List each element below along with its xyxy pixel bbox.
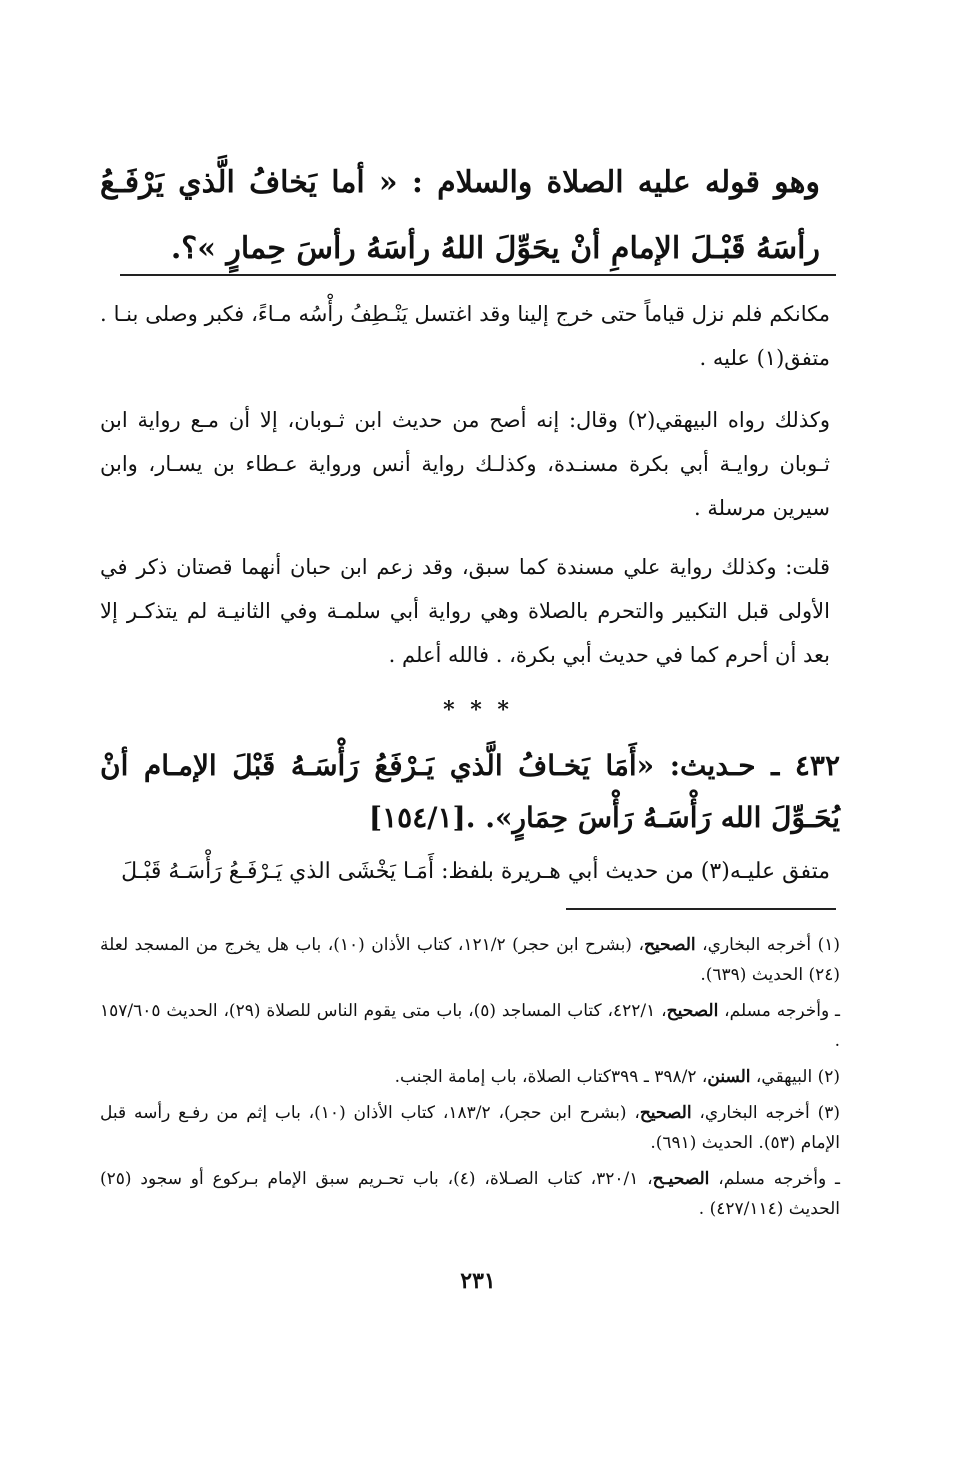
footnote-book: الصحيح	[639, 1103, 692, 1123]
footnote-book: الصحيـح	[652, 1169, 710, 1189]
footnote-text: ـ وأخرجه مسلم،	[718, 1001, 841, 1021]
footnote-text: (٣) أخرجه البخاري،	[691, 1103, 840, 1123]
paragraph-1: مكانكم فلم نزل قياماً حتى خرج إلينا وقد اغتسل يَنْـطِفُ رأْسُه مـاءً، فكبر وصلى بنـا . متفق(١) عليه .	[100, 302, 830, 370]
footnotes	[100, 930, 840, 1230]
footnote-1	[100, 930, 840, 990]
footnote-text: ـ وأخرجه مسلم،	[709, 1169, 840, 1189]
footnote-text: (٢) البيهقي،	[750, 1067, 840, 1087]
footnote-2	[100, 1062, 840, 1092]
footnote-text: ، (بشرح ابن حجر) ١٢١/٢، كتاب الأذان (١٠)، باب هل يخرج من المسجد لعلة (٢٤) الحديث (٦٣٩).	[100, 935, 840, 985]
footnote-3b	[100, 1164, 840, 1224]
paragraph-4: متفق عليـه(٣) من حديث أبي هـريرة بلفظ: أَمَـا يَخْشَى الذي يَـرْفَـعُ رَأْسَـهُ قَبْـلَ	[121, 859, 830, 884]
page-number: ٢٣١	[460, 1268, 496, 1294]
footnote-1b	[100, 996, 840, 1056]
footnote-book: الصحيح	[666, 1001, 719, 1021]
paragraph-3: قلت: وكذلك رواية علي مسندة كما سبق، وقد زعم ابن حبان أنهما قصتان ذكر في الأولى قبل التكبير والتحرم بالصلاة وهي رواية أبي سلمـة وفي الثانيـة لم يتذكـر إلا بعد أن أحرم كما في حديث أبي بكرة، . فالله أعلم .	[100, 555, 830, 667]
paragraph-2: وكذلك رواه البيهقي(٢) وقال: إنه أصح من حديث ابن ثـوبان، إلا أن مـع رواية ابن ثـوبان روايـة أبي بكرة مسنـدة، وكذلـك رواية أنس ورواية عـطاء بن يسـار، وابن سيرين مرسلة .	[100, 408, 830, 520]
hadith-432: ٤٣٢ ـ حـديث: «أَمَا يَخـافُ الَّذي يَـرْفَعُ رَأْسَـهُ قَبْلَ الإمـام أنْ يُحَـوِّلَ الله رَأْسَـهُ رَأْسَ حِمَارٍ». .[١٥٤/١]	[100, 749, 841, 834]
footnote-book: السنن	[707, 1067, 751, 1087]
page-heading: وهو قوله عليه الصلاة والسلام : « أما يَخافُ الَّذي يَرْفَـعُ رأسَهُ قَبْـلَ الإمامِ أنْ يحَوِّلَ اللهُ رأسَهُ رأسَ حِمارٍ »؟.	[100, 165, 820, 266]
footnote-text: ، (بشرح ابن حجر)، ١٨٣/٢، كتاب الأذان (١٠)، باب إثم من رفـع رأسه قبل الإمام (٥٣). الحديث (٦٩١).	[100, 1103, 840, 1153]
footnote-book: الصحيح	[643, 935, 696, 955]
footnote-rule	[566, 908, 836, 910]
footnote-text: ، ٤٢٢/١، كتاب المساجد (٥)، باب متى يقوم الناس للصلاة (٢٩)، الحديث ١٥٧/٦٠٥ .	[100, 1001, 840, 1051]
footnote-3	[100, 1098, 840, 1158]
section-separator: * * *	[443, 697, 513, 723]
footnote-text: ، ٣٢٠/١، كتاب الصـلاة، (٤)، باب تحـريم سبق الإمام بـركوع أو سجود (٢٥) الحديث (٤٢٧/١١٤) .	[100, 1169, 840, 1219]
footnote-text: (١) أخرجه البخاري،	[695, 935, 841, 955]
header-rule	[120, 274, 836, 276]
footnote-text: ، ٣٩٨/٢ ـ ٣٩٩كتاب الصلاة، باب إمامة الجنب.	[394, 1067, 708, 1087]
